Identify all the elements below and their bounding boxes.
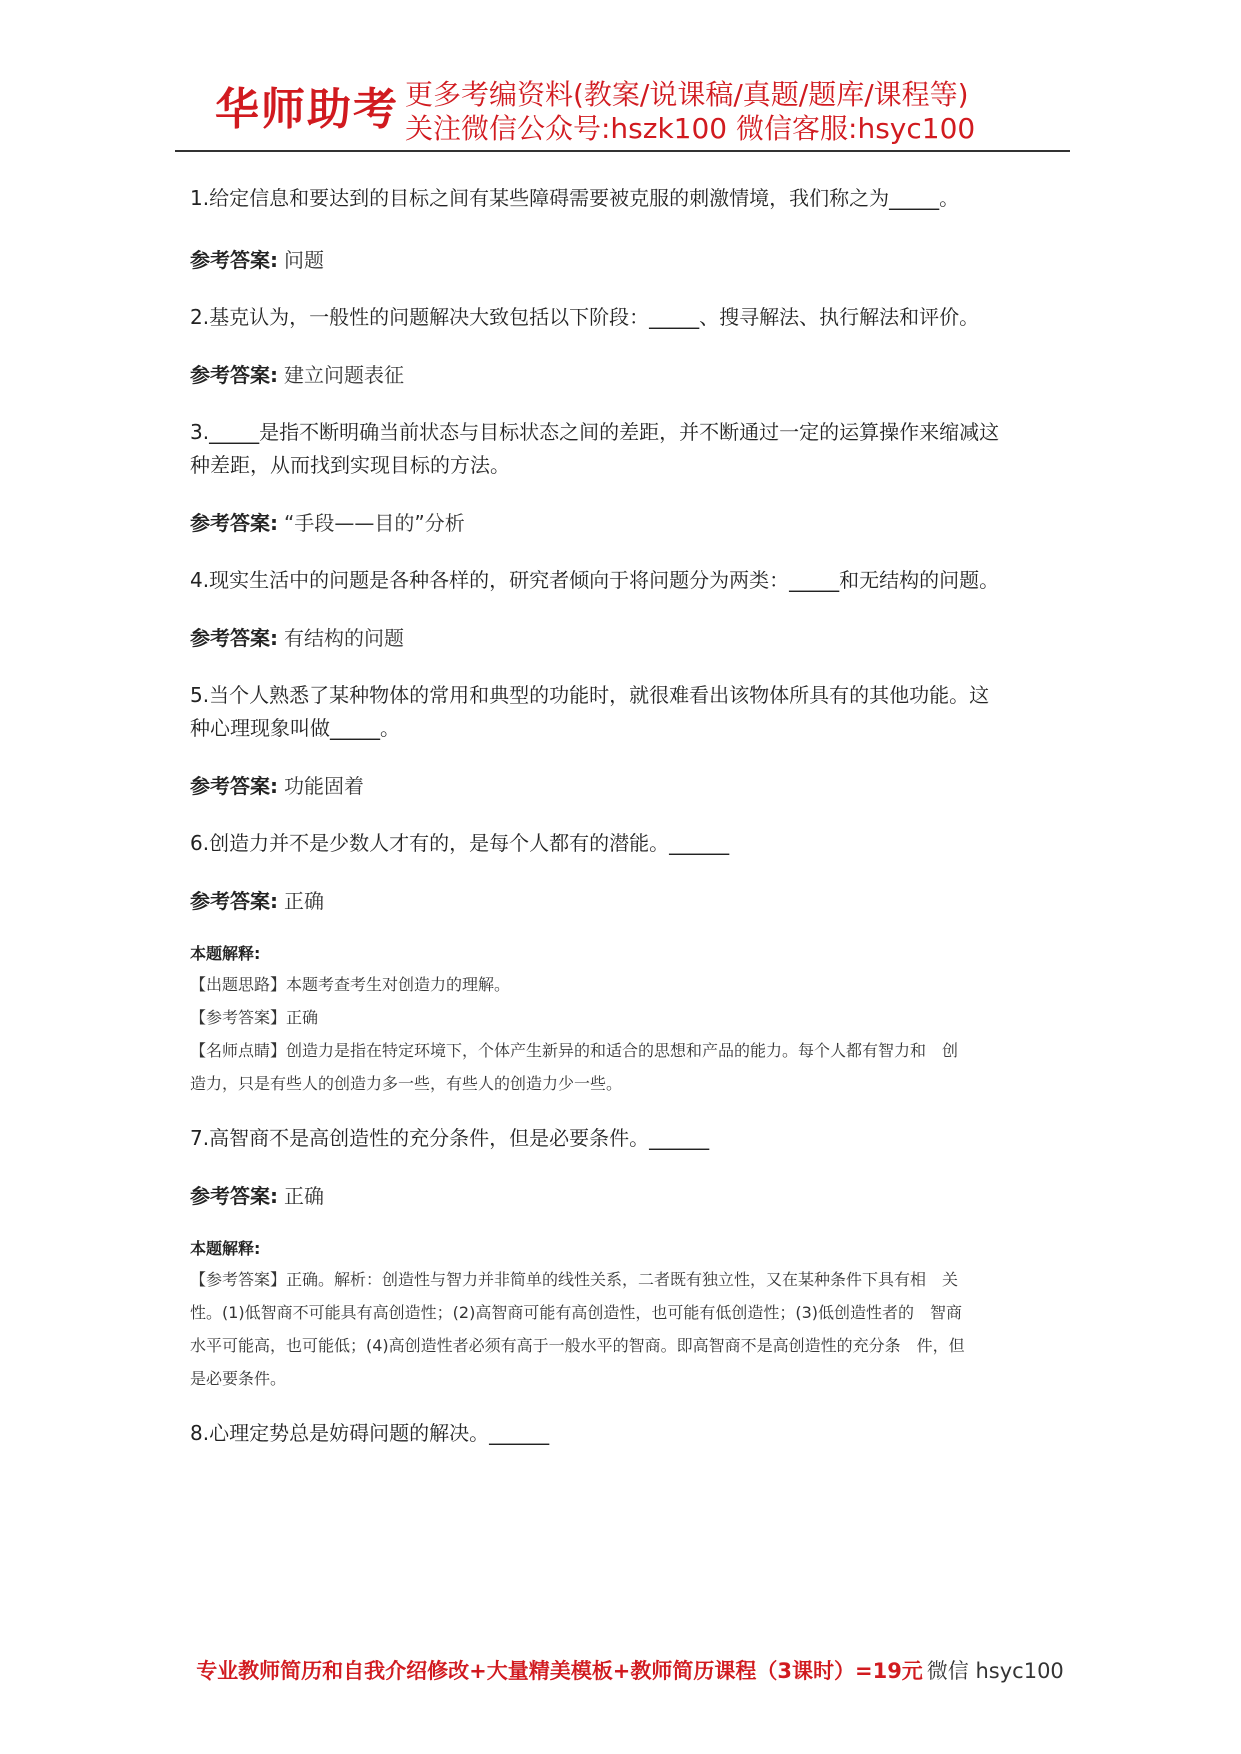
explanation-line: 【参考答案】正确。解析：创造性与智力并非简单的线性关系，二者既有独立性，又在某种条件下具有相 关	[190, 1270, 959, 1289]
brand-logo: 华师助考	[215, 84, 399, 135]
explanation-line: 水平可能高，也可能低；(4)高创造性者必须有高于一般水平的智商。即高智商不是高创造性的充分条 件，但	[190, 1336, 965, 1355]
answer-text: 正确	[284, 889, 324, 913]
question-6: 6.创造力并不是少数人才有的，是每个人都有的潜能。______	[190, 831, 730, 855]
question-8: 8.心理定势总是妨碍问题的解决。______	[190, 1421, 550, 1445]
answer-4	[190, 623, 1060, 653]
answer-1	[190, 245, 1060, 275]
answer-label: 参考答案:	[190, 889, 278, 913]
header-banner	[175, 70, 1070, 152]
explanation-line: 【名师点睛】创造力是指在特定环境下，个体产生新异的和适合的思想和产品的能力。每个人都有智力和 创	[190, 1041, 959, 1060]
question-3-line-1: 3._____是指不断明确当前状态与目标状态之间的差距，并不断通过一定的运算操作来缩减这	[190, 420, 1000, 444]
answer-label: 参考答案:	[190, 248, 278, 272]
answer-2	[190, 360, 1060, 390]
question-1: 1.给定信息和要达到的目标之间有某些障碍需要被克服的刺激情境，我们称之为_____。	[190, 186, 960, 210]
answer-6	[190, 886, 1060, 916]
footer-wechat: 微信 hsyc100	[926, 1659, 1064, 1683]
question-5-line-1: 5.当个人熟悉了某种物体的常用和典型的功能时，就很难看出该物体所具有的其他功能。这	[190, 683, 990, 707]
answer-text: 功能固着	[284, 774, 364, 798]
question-3-line-2: 种差距，从而找到实现目标的方法。	[190, 453, 510, 477]
answer-3	[190, 508, 1060, 538]
question-7: 7.高智商不是高创造性的充分条件，但是必要条件。______	[190, 1126, 710, 1150]
question-4: 4.现实生活中的问题是各种各样的，研究者倾向于将问题分为两类：_____和无结构的问题。	[190, 568, 1000, 592]
answer-text: 问题	[284, 248, 324, 272]
footer-promo-text: 专业教师简历和自我介绍修改+大量精美模板+教师简历课程（3课时）=19元	[196, 1659, 923, 1683]
explanation-line: 造力，只是有些人的创造力多一些，有些人的创造力少一些。	[190, 1074, 623, 1093]
footer-promo	[180, 1655, 1080, 1685]
answer-text: “手段——目的”分析	[284, 511, 465, 535]
answer-text: 建立问题表征	[284, 363, 404, 387]
header-info	[405, 78, 975, 146]
answer-5	[190, 771, 1060, 801]
answer-7	[190, 1181, 1060, 1211]
answer-label: 参考答案:	[190, 511, 278, 535]
question-3	[190, 416, 1060, 482]
explanation-title: 本题解释:	[190, 944, 261, 963]
question-list	[190, 182, 1060, 1450]
explanation-title: 本题解释:	[190, 1239, 261, 1258]
question-2: 2.基克认为，一般性的问题解决大致包括以下阶段：_____、搜寻解法、执行解法和评价。	[190, 305, 980, 329]
answer-label: 参考答案:	[190, 774, 278, 798]
explanation-line: 【参考答案】正确	[190, 1008, 319, 1027]
explanation-line: 性。(1)低智商不可能具有高创造性；(2)高智商可能有高创造性，也可能有低创造性；(3)低创造性者的 智商	[190, 1303, 962, 1322]
answer-label: 参考答案:	[190, 626, 278, 650]
header-line-1: 更多考编资料(教案/说课稿/真题/题库/课程等)	[405, 78, 969, 111]
explanation-line: 【出题思路】本题考查考生对创造力的理解。	[190, 975, 511, 994]
answer-text: 正确	[284, 1184, 324, 1208]
answer-label: 参考答案:	[190, 363, 278, 387]
question-5	[190, 679, 1060, 745]
header-line-2: 关注微信公众号:hszk100 微信客服:hsyc100	[405, 112, 976, 145]
answer-label: 参考答案:	[190, 1184, 278, 1208]
explanation-6	[190, 940, 1060, 1100]
explanation-line: 是必要条件。	[190, 1369, 287, 1388]
answer-text: 有结构的问题	[284, 626, 404, 650]
question-5-line-2: 种心理现象叫做_____。	[190, 716, 400, 740]
explanation-7	[190, 1235, 1060, 1395]
